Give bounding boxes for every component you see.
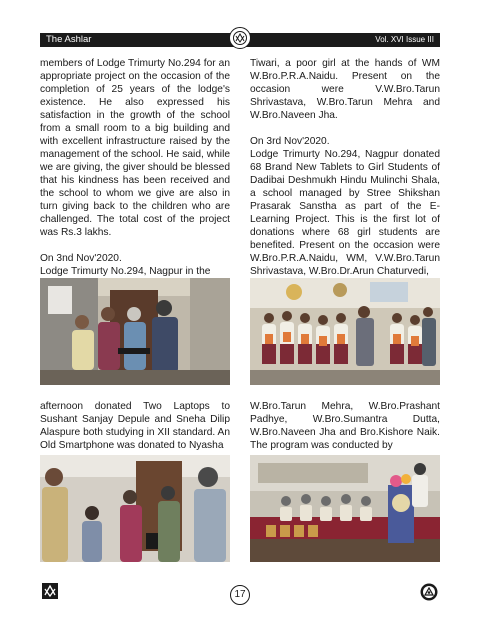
date-line: On 3rd Nov'2020.	[250, 136, 330, 147]
photo-smartphone-donation	[40, 455, 230, 562]
paragraph: W.Bro.Tarun Mehra, W.Bro.Prashant Padhye, W.Bro.Sumantra Dutta, W.Bro.Naveen Jha and Bro.Kishore Naik. The program was conducted by	[250, 401, 440, 451]
article-column-bottom-right	[250, 400, 440, 452]
paragraph: afternoon donated Two Laptops to Sushant Sanjay Depule and Sneha Dilip Alaspure both studying in XII standard. An Old Smartphone was donated to Nyasha	[40, 401, 230, 451]
article-column-bottom-left	[40, 400, 230, 452]
paragraph: members of Lodge Trimurty No.294 for an appropriate project on the occasion of the completion of 25 years of the lodge's existence. He also expressed his satisfaction in the growth of the school from a small room to a big building and with excellent infrastructure raised by the management of the school. He said, while we are giving, the giver should be blessed that his kindness has been received and the school to whom we give are also in turn giving back to the children who are challenged. The total cost of the project was Rs.3 lakhs.	[40, 58, 230, 238]
magazine-title: The Ashlar	[46, 34, 92, 45]
article-column-top-left	[40, 57, 230, 278]
photo-program-hall	[250, 455, 440, 562]
paragraph-text: Lodge Trimurty No.294, Nagpur in the	[40, 266, 211, 277]
paragraph: Tiwari, a poor girl at the hands of WM W.Bro.P.R.A.Naidu. Present on the occasion were V.W.Bro.Tarun Shrivastava, W.Bro.Tarun Mehra and W.Bro.Naveen Jha.	[250, 58, 440, 121]
masonic-emblem-icon	[229, 27, 251, 49]
date-line: On 3nd Nov'2020.	[40, 253, 122, 264]
photo-laptop-donation	[40, 278, 230, 385]
paragraph	[40, 252, 230, 278]
lodge-seal-icon	[420, 583, 438, 601]
photo-tablet-donation-students	[250, 278, 440, 385]
issue-label: Vol. XVI Issue III	[375, 35, 434, 44]
paragraph	[250, 135, 440, 278]
article-column-top-right	[250, 57, 440, 278]
paragraph-text: Lodge Trimurty No.294, Nagpur donated 68 Brand New Tablets to Girl Students of Dadibai Deshmukh Hindu Mulinchi Shala, a school managed by Stree Shikshan Prasarak Sanstha as part of the E-Learning Project. This is the first lot of donations where 68 girl students are benefited. Present on the occasion were W.Bro.P.R.A.Naidu, WM, V.W.Bro.Tarun Shrivastava, W.Bro.Dr.Arun Chaturvedi,	[250, 149, 440, 277]
running-header	[40, 33, 440, 47]
square-compass-icon	[42, 583, 58, 599]
page-number: 17	[230, 585, 250, 605]
